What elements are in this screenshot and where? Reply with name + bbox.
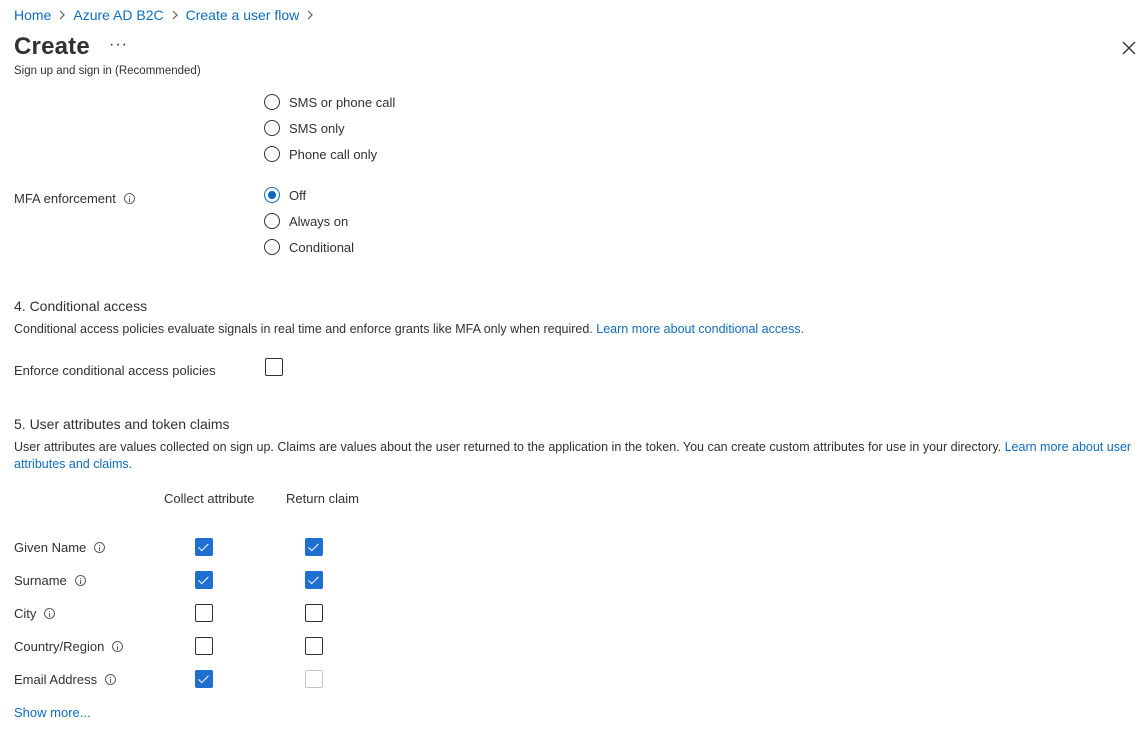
radio-sms-or-phone-call[interactable] xyxy=(264,92,395,112)
breadcrumb-home[interactable]: Home xyxy=(14,7,52,23)
label-text: City xyxy=(14,606,37,621)
label-text: Country/Region xyxy=(14,639,105,654)
label-text: Email Address xyxy=(14,672,98,687)
radio-button[interactable] xyxy=(264,187,280,203)
radio-sms-only[interactable] xyxy=(264,118,345,138)
return-given-name-checkbox[interactable] xyxy=(305,538,323,556)
breadcrumb-create-user-flow[interactable]: Create a user flow xyxy=(185,7,300,23)
learn-more-user-attributes-link[interactable]: Learn more about user attributes and claims. xyxy=(14,440,1132,471)
user-attributes-description xyxy=(14,439,1144,473)
info-icon[interactable] xyxy=(75,575,86,586)
attribute-label-given-name xyxy=(14,540,105,555)
enforce-conditional-access-checkbox[interactable] xyxy=(265,358,283,376)
chevron-right-icon xyxy=(51,10,73,20)
description-text: Conditional access policies evaluate signals in real time and enforce grants like MFA only when required. xyxy=(14,322,593,336)
conditional-access-description xyxy=(14,321,1144,338)
collect-surname-checkbox[interactable] xyxy=(195,571,213,589)
chevron-right-icon xyxy=(299,10,321,20)
return-surname-checkbox[interactable] xyxy=(305,571,323,589)
mfa-enforcement-label xyxy=(14,191,135,206)
radio-button[interactable] xyxy=(264,94,280,110)
description-text: User attributes are values collected on sign up. Claims are values about the user returned to the application in the token. You can create custom attributes for use in your directory. xyxy=(14,440,1002,454)
show-more-link[interactable]: Show more... xyxy=(14,705,91,720)
column-header-collect-attribute: Collect attribute xyxy=(164,491,255,506)
info-icon[interactable] xyxy=(44,608,55,619)
section-title-user-attributes: 5. User attributes and token claims xyxy=(14,416,230,432)
radio-mfa-off[interactable] xyxy=(264,185,306,205)
radio-button[interactable] xyxy=(264,120,280,136)
info-icon[interactable] xyxy=(105,674,116,685)
collect-country-region-checkbox[interactable] xyxy=(195,637,213,655)
radio-phone-call-only[interactable] xyxy=(264,144,377,164)
label-text: MFA enforcement xyxy=(14,191,116,206)
radio-label: SMS or phone call xyxy=(289,94,396,110)
collect-city-checkbox[interactable] xyxy=(195,604,213,622)
more-options-button[interactable]: ··· xyxy=(109,36,128,53)
attribute-label-surname xyxy=(14,573,86,588)
radio-label: Conditional xyxy=(289,239,355,255)
chevron-right-icon xyxy=(164,10,186,20)
radio-label: Always on xyxy=(289,213,349,229)
section-title-conditional-access: 4. Conditional access xyxy=(14,298,148,314)
info-icon[interactable] xyxy=(112,641,123,652)
return-city-checkbox[interactable] xyxy=(305,604,323,622)
breadcrumb-azure-ad-b2c[interactable]: Azure AD B2C xyxy=(73,7,164,23)
page-title: Create xyxy=(14,33,90,60)
attribute-label-country-region xyxy=(14,639,123,654)
return-email-address-checkbox xyxy=(305,670,323,688)
label-text: Surname xyxy=(14,573,67,588)
radio-button[interactable] xyxy=(264,239,280,255)
enforce-conditional-access-label xyxy=(14,363,216,378)
radio-mfa-always-on[interactable] xyxy=(264,211,348,231)
label-text: Given Name xyxy=(14,540,87,555)
info-icon[interactable] xyxy=(124,193,135,204)
radio-button[interactable] xyxy=(264,213,280,229)
collect-email-address-checkbox[interactable] xyxy=(195,670,213,688)
radio-mfa-conditional[interactable] xyxy=(264,237,354,257)
page-subtitle: Sign up and sign in (Recommended) xyxy=(14,65,201,77)
column-header-return-claim: Return claim xyxy=(286,491,359,506)
radio-button[interactable] xyxy=(264,146,280,162)
radio-label: SMS only xyxy=(289,120,345,136)
return-country-region-checkbox[interactable] xyxy=(305,637,323,655)
close-icon[interactable] xyxy=(1121,40,1137,56)
radio-label: Phone call only xyxy=(289,146,378,162)
breadcrumb xyxy=(14,7,321,23)
learn-more-conditional-access-link[interactable]: Learn more about conditional access. xyxy=(596,322,805,336)
attribute-label-email-address xyxy=(14,672,116,687)
attribute-label-city xyxy=(14,606,55,621)
info-icon[interactable] xyxy=(94,542,105,553)
label-text: Enforce conditional access policies xyxy=(14,363,216,378)
collect-given-name-checkbox[interactable] xyxy=(195,538,213,556)
radio-label: Off xyxy=(289,187,307,203)
